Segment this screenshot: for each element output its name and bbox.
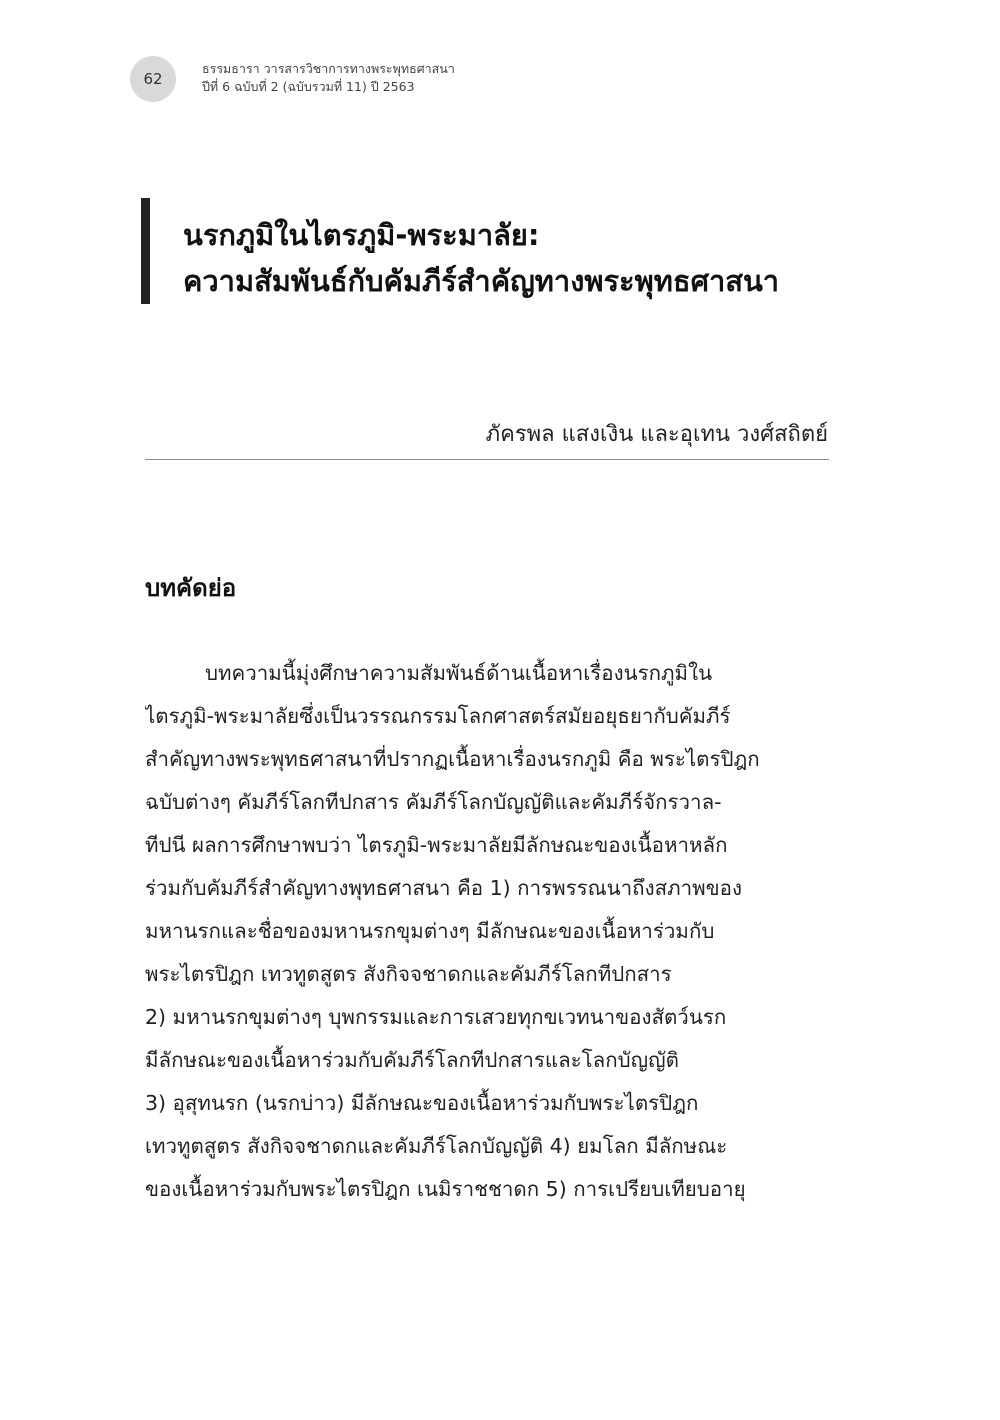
journal-name: ธรรมธารา วารสารวิชาการทางพระพุทธศาสนา [202, 61, 455, 76]
abstract-line: มหานรกและชื่อของมหานรกขุมต่างๆ มีลักษณะของเนื้อหาร่วมกับ [145, 919, 715, 943]
running-header [202, 60, 455, 96]
abstract-line: ฉบับต่างๆ คัมภีร์โลกทีปกสาร คัมภีร์โลกบัญญัติและคัมภีร์จักรวาล- [145, 790, 722, 814]
article-title-line-1: นรกภูมิในไตรภูมิ-พระมาลัย: [183, 218, 540, 252]
abstract-body [145, 652, 829, 1211]
article-title-line-2: ความสัมพันธ์กับคัมภีร์สำคัญทางพระพุทธศาสนา [183, 264, 780, 298]
abstract-line: พระไตรปิฎก เทวทูตสูตร สังกิจจชาดกและคัมภีร์โลกทีปกสาร [145, 962, 672, 986]
abstract-line: ของเนื้อหาร่วมกับพระไตรปิฎก เนมิราชชาดก 5) การเปรียบเทียบอายุ [145, 1177, 746, 1201]
abstract-line: ทีปนี ผลการศึกษาพบว่า ไตรภูมิ-พระมาลัยมีลักษณะของเนื้อหาหลัก [145, 833, 728, 857]
abstract-line: 3) อุสุทนรก (นรกบ่าว) มีลักษณะของเนื้อหาร่วมกับพระไตรปิฎก [145, 1091, 699, 1115]
abstract-line: 2) มหานรกขุมต่างๆ บุพกรรมและการเสวยทุกขเวทนาของสัตว์นรก [145, 1005, 727, 1029]
article-title [183, 212, 779, 304]
abstract-heading: บทคัดย่อ [145, 574, 237, 602]
abstract-line: ไตรภูมิ-พระมาลัยซึ่งเป็นวรรณกรรมโลกศาสตร์สมัยอยุธยากับคัมภีร์ [145, 704, 731, 728]
title-accent-bar [141, 198, 150, 304]
issue-info: ปีที่ 6 ฉบับที่ 2 (ฉบับรวมที่ 11) ปี 2563 [202, 79, 415, 94]
author-divider [145, 459, 829, 460]
page-number-badge [130, 56, 176, 102]
page-number: 62 [143, 70, 163, 88]
abstract-line: ร่วมกับคัมภีร์สำคัญทางพุทธศาสนา คือ 1) การพรรณนาถึงสภาพของ [145, 876, 742, 900]
abstract-line: สำคัญทางพระพุทธศาสนาที่ปรากฏเนื้อหาเรื่องนรกภูมิ คือ พระไตรปิฎก [145, 747, 760, 771]
abstract-line: บทความนี้มุ่งศึกษาความสัมพันธ์ด้านเนื้อหาเรื่องนรกภูมิใน [205, 661, 713, 685]
abstract-line: มีลักษณะของเนื้อหาร่วมกับคัมภีร์โลกทีปกสารและโลกบัญญัติ [145, 1048, 679, 1072]
abstract-line: เทวทูตสูตร สังกิจจชาดกและคัมภีร์โลกบัญญัติ 4) ยมโลก มีลักษณะ [145, 1134, 728, 1158]
article-authors: ภัครพล แสงเงิน และอุเทน วงศ์สถิตย์ [485, 422, 828, 447]
